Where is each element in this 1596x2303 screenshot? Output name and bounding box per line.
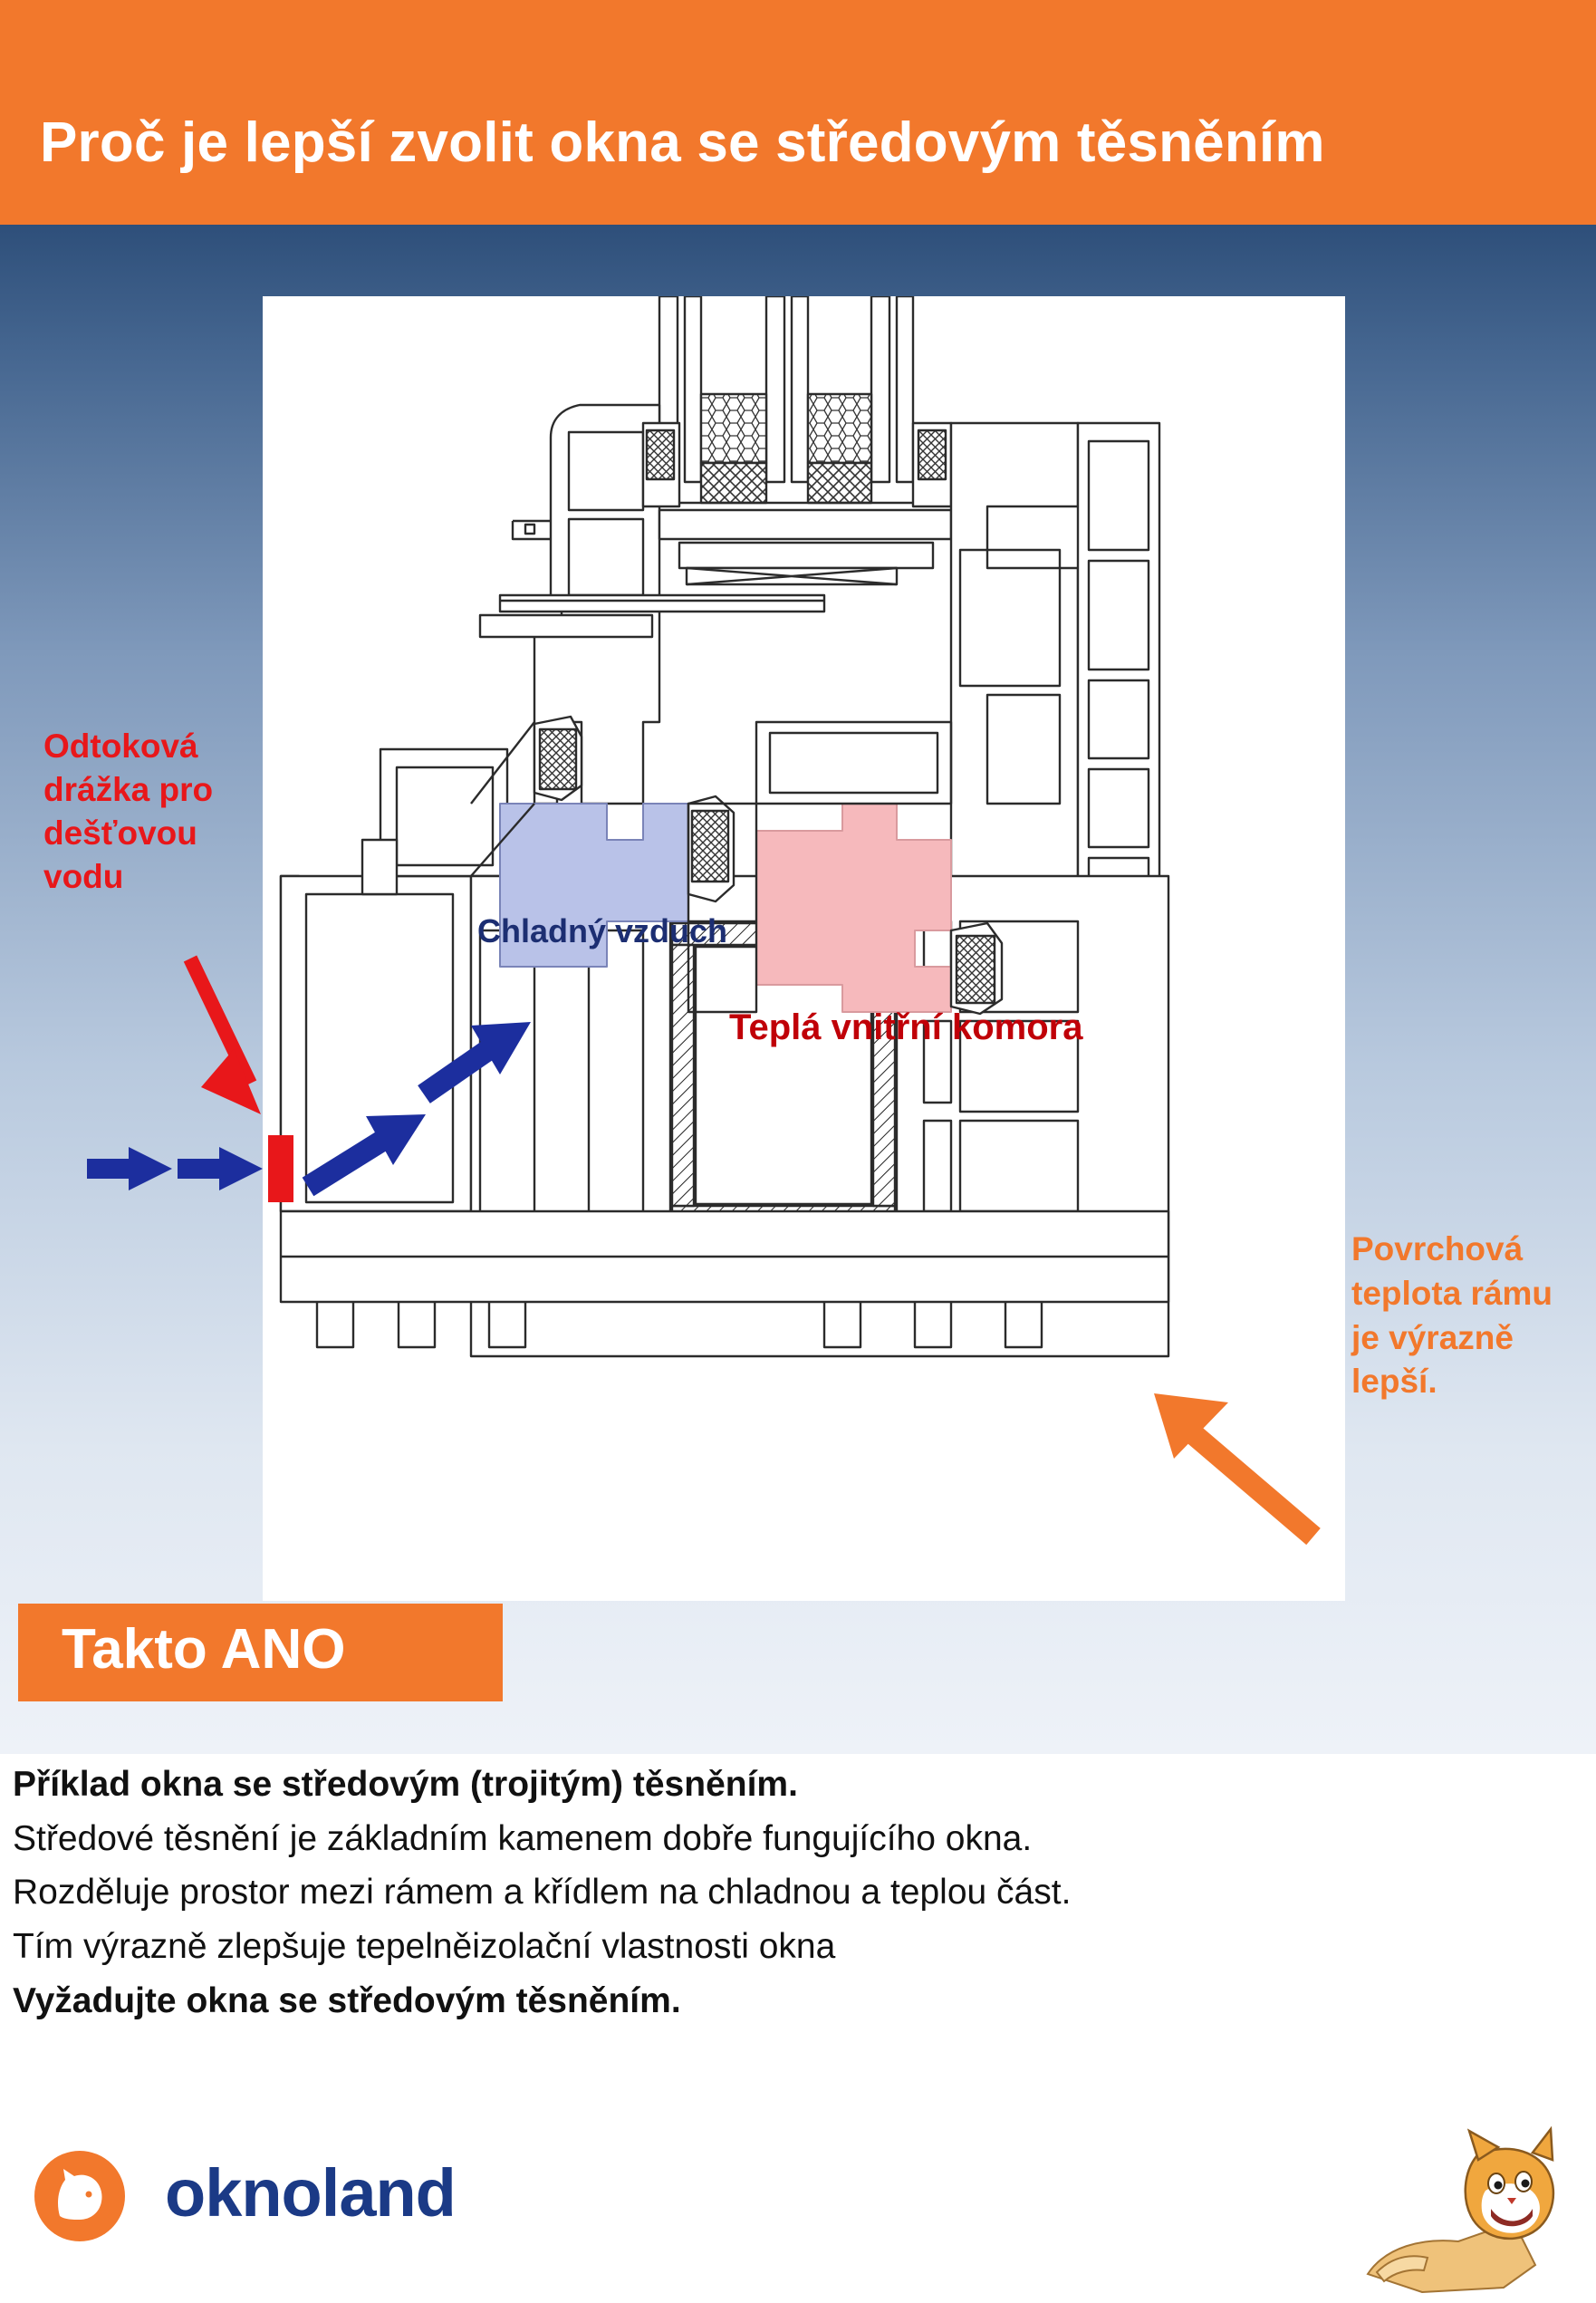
description-line-4: Tím výrazně zlepšuje tepelněizolační vlastnosti okna (13, 1926, 836, 1966)
description-line-5: Vyžadujte okna se středovým těsněním. (13, 1980, 681, 2020)
description-line-1: Příklad okna se středovým (trojitým) těsněním. (13, 1765, 798, 1804)
oknoland-cat-logo-icon (33, 2149, 127, 2243)
mascot-cat-illustration (1341, 2120, 1576, 2301)
oknoland-wordmark: oknoland (165, 2155, 456, 2231)
annotation-surface-temperature: Povrchová teplota rámu je výrazně lepší. (1351, 1230, 1553, 1401)
label-cold-chamber-text: Chladný vzduch (477, 912, 728, 949)
label-warm-chamber (729, 1004, 1082, 1051)
description-line-3: Rozděluje prostor mezi rámem a křídlem na chladnou a teplou část. (13, 1873, 1072, 1913)
annotation-drainage-groove: Odtoková drážka pro dešťovou vodu (43, 728, 214, 896)
window-cross-section-diagram (263, 296, 1345, 1601)
badge-takto-ano-label: Takto ANO (62, 1618, 346, 1681)
description-line-2: Středové těsnění je základním kamenem dobře fungujícího okna. (13, 1818, 1033, 1858)
page-title: Proč je lepší zvolit okna se středovým těsněním (40, 111, 1325, 174)
label-cold-chamber (477, 911, 727, 952)
cross-section-svg (263, 296, 1345, 1601)
description-block (13, 1758, 1571, 2028)
label-warm-chamber-text: Teplá vnitřní komora (729, 1007, 1083, 1047)
